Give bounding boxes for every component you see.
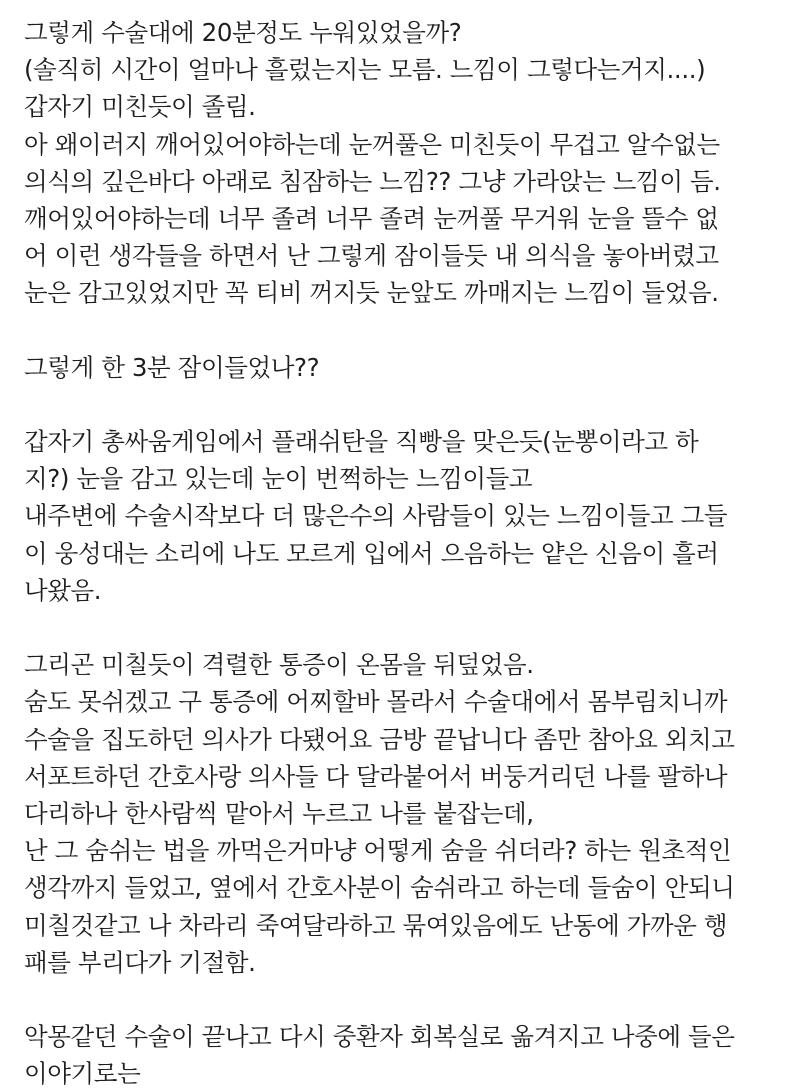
text-line: 난 그 숨쉬는 법을 까먹은거마냥 어떻게 숨을 쉬더라? 하는 원초적인 bbox=[24, 836, 732, 866]
paragraph-spacer bbox=[24, 312, 784, 349]
paragraph-spacer bbox=[24, 386, 784, 423]
text-line: 이야기로는 bbox=[24, 1059, 141, 1089]
paragraph bbox=[24, 349, 784, 386]
text-line: 내주변에 수술시작보다 더 많은수의 사람들이 있는 느낌이들고 그들 bbox=[24, 501, 728, 531]
text-line: 그렇게 한 3분 잠이들었나?? bbox=[24, 352, 320, 382]
text-line: 나왔음. bbox=[24, 575, 102, 605]
text-line: 악몽같던 수술이 끝나고 다시 중환자 회복실로 옮겨지고 나중에 들은 bbox=[24, 1022, 735, 1052]
text-line: 깨어있어야하는데 너무 졸려 너무 졸려 눈꺼풀 무거워 눈을 뜰수 없 bbox=[24, 203, 719, 233]
text-line: 생각까지 들었고, 옆에서 간호사분이 숨쉬라고 하는데 들숨이 안되니 bbox=[24, 873, 735, 903]
text-line: 어 이런 생각들을 하면서 난 그렇게 잠이들듯 내 의식을 놓아버렸고 bbox=[24, 241, 719, 271]
paragraph bbox=[24, 423, 784, 609]
paragraph bbox=[24, 14, 784, 312]
paragraph bbox=[24, 1018, 784, 1092]
text-line: 갑자기 총싸움게임에서 플래쉬탄을 직빵을 맞은듯(눈뽕이라고 하 bbox=[24, 427, 699, 457]
text-line: 그리곤 미칠듯이 격렬한 통증이 온몸을 뒤덮었음. bbox=[24, 650, 534, 680]
text-line: 그렇게 수술대에 20분정도 누워있었을까? bbox=[24, 18, 462, 47]
paragraph-spacer bbox=[24, 609, 784, 646]
text-line: 갑자기 미친듯이 졸림. bbox=[24, 92, 256, 122]
text-line: 아 왜이러지 깨어있어야하는데 눈꺼풀은 미친듯이 무겁고 알수없는 bbox=[24, 129, 720, 159]
text-line: 의식의 깊은바다 아래로 침잠하는 느낌?? 그냥 가라앉는 느낌이 듬. bbox=[24, 166, 721, 196]
text-line: 다리하나 한사람씩 맡아서 누르고 나를 붙잡는데, bbox=[24, 798, 534, 828]
paragraph bbox=[24, 646, 784, 981]
text-line: 수술을 집도하던 의사가 다됐어요 금방 끝납니다 좀만 참아요 외치고 bbox=[24, 724, 735, 754]
text-line: 숨도 못쉬겠고 구 통증에 어찌할바 몰라서 수술대에서 몸부림치니까 bbox=[24, 687, 728, 717]
text-line: 미칠것같고 나 차라리 죽여달라하고 묶여있음에도 난동에 가까운 행 bbox=[24, 910, 728, 940]
text-line: 눈은 감고있었지만 꼭 티비 꺼지듯 눈앞도 까매지는 느낌이 들었음. bbox=[24, 278, 719, 308]
post-body bbox=[24, 14, 784, 1092]
text-line: 서포트하던 간호사랑 의사들 다 달라붙어서 버둥거리던 나를 팔하나 bbox=[24, 761, 728, 791]
text-line: 지?) 눈을 감고 있는데 눈이 번쩍하는 느낌이들고 bbox=[24, 464, 533, 494]
paragraph-spacer bbox=[24, 981, 784, 1018]
text-line: (솔직히 시간이 얼마나 흘렀는지는 모름. 느낌이 그렇다는거지....) bbox=[24, 55, 706, 85]
text-line: 이 웅성대는 소리에 나도 모르게 입에서 으음하는 얕은 신음이 흘러 bbox=[24, 538, 719, 568]
text-line: 패를 부리다가 기절함. bbox=[24, 947, 256, 977]
